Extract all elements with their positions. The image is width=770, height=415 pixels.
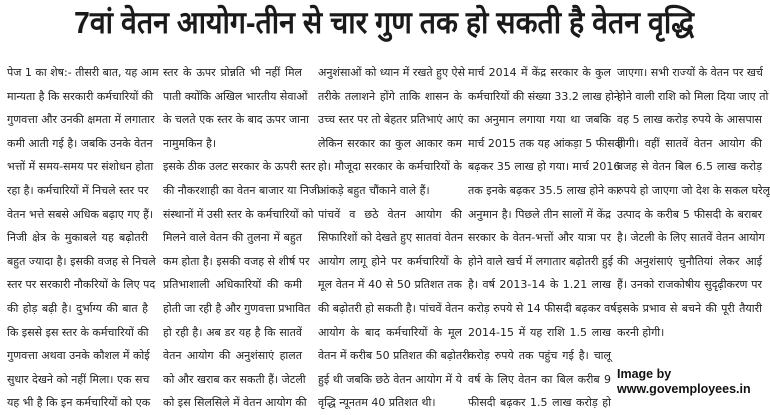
text-line: की नौकरशाही का वेतन बाजार या निजी: [163, 183, 320, 197]
text-line: करनी होगी।: [617, 325, 665, 339]
text-line: सरकार के वेतन-भत्तों और यात्रा पर: [468, 231, 611, 245]
text-line: वेतन भत्ते सबसे अधिक बढ़ाए गए हैं।: [7, 207, 154, 221]
text-line: नामुमकिन है।: [163, 136, 217, 150]
text-line: होती जा रही है और गुणवत्ता प्रभावित: [163, 301, 311, 315]
article-column: [617, 61, 770, 344]
text-line: अनुमान है। पिछले तीन सालों में केंद्र: [468, 207, 611, 221]
text-line: रहा है। कर्मचारियों में निचले स्तर पर: [7, 183, 149, 197]
article-column: [7, 61, 159, 415]
text-line: हो। मौजूदा सरकार के कर्मचारियों के: [318, 160, 462, 174]
text-line: होने वाले खर्च में लगातार बढ़ोतरी हुई: [468, 254, 614, 268]
text-line: मूल वेतन में 40 से 50 प्रतिशत तक: [318, 278, 462, 292]
paragraph: [7, 61, 159, 415]
text-line: तरीके तलाशने होंगे ताकि शासन के: [318, 89, 462, 103]
text-line: इसके ठीक उलट सरकार के ऊपरी स्तर: [163, 160, 316, 174]
article-column: [163, 61, 320, 415]
text-line: वर्ष के लिए वेतन का बिल करीब 9: [468, 372, 611, 386]
text-line: निजी क्षेत्र के मुकाबले यह बढ़ोतरी: [7, 231, 148, 245]
text-line: होगी। वहीं सातवें वेतन आयोग की: [617, 136, 762, 150]
text-line: के चलते एक स्तर के बाद ऊपर जाना: [163, 113, 309, 127]
paragraph: [318, 203, 470, 415]
text-line: वह 5 लाख करोड़ रुपये के आसपास: [617, 113, 762, 127]
image-credit: [617, 367, 751, 397]
text-line: को इस सिलसिले में वेतन आयोग की: [163, 396, 307, 410]
text-line: पांचवें व छठे वेतन आयोग की: [318, 207, 462, 221]
text-line: का अनुमान लगाया गया था जबकि: [468, 113, 611, 127]
text-line: सुधार देखने को नहीं मिला। एक सच: [7, 372, 150, 386]
text-line: आंकड़े बहुत चौंकाने वाले हैं।: [318, 183, 430, 197]
text-line: होने वाली राशि को मिला दिया जाए तो: [617, 89, 769, 103]
paragraph: [163, 61, 309, 155]
text-line: आयोग लागू होने पर कर्मचारियों के: [318, 254, 462, 268]
text-line: बहुत ज्यादा है। इसकी वजह से निचले: [7, 254, 156, 268]
text-line: पेज 1 का शेष:- तीसरी बात, यह आम: [7, 66, 159, 79]
text-line: की बढ़ोतरी हो सकती है। पांचवें वेतन: [318, 301, 464, 315]
text-line: हुई थी जबकि छठे वेतन आयोग में ये: [318, 372, 462, 386]
text-line: आयोग के बाद कर्मचारियों के मूल: [318, 325, 462, 339]
text-line: यह भी है कि इन कर्मचारियों को एक: [7, 396, 151, 410]
text-line: गुणवत्ता अथवा उनके कौशल में कोई: [7, 349, 150, 363]
paragraph: [318, 61, 466, 203]
text-line: उच्च स्तर पर तो बेहतर प्रतिभाएं आएं: [318, 113, 464, 127]
text-line: की अनुशंसाएं चुनौतियां लेकर आई: [617, 254, 762, 268]
text-line: है। जेटली के लिए सातवें वेतन आयोग: [617, 231, 765, 245]
text-line: मार्च 2014 में केंद्र सरकार के कुल: [468, 66, 611, 79]
text-line: हैं। उनको राजकोषीय सुदृढ़ीकरण पर: [617, 278, 762, 292]
text-line: को और खराब कर सकती हैं। जेटली: [163, 372, 306, 386]
text-line: तक इनके बढ़कर 35.5 लाख होने का: [468, 183, 619, 197]
headline: 7वां वेतन आयोग-तीन से चार गुण तक हो सकती है वेतन वृद्धि: [73, 5, 695, 40]
credit-label: Image by: [617, 367, 672, 381]
text-line: वेतन आयोग की अनुशंसाएं हालत: [163, 349, 302, 363]
text-line: कमी आती गई है। जबकि उनके वेतन: [7, 136, 153, 150]
text-line: पाती क्योंकि अखिल भारतीय सेवाओं: [163, 89, 308, 103]
paragraph: [468, 61, 624, 415]
text-line: मिलने वाले वेतन की तुलना में बहुत: [163, 231, 302, 245]
text-line: वेतन में करीब 50 प्रतिशत की बढ़ोतरी: [318, 349, 470, 363]
paragraph: [617, 61, 770, 344]
text-line: वृद्धि न्यूनतम 40 प्रतिशत थी।: [318, 396, 436, 410]
text-line: भत्तों में समय-समय पर संशोधन होता: [7, 160, 154, 174]
text-line: हो रही है। अब डर यह है कि सातवें: [163, 325, 302, 339]
text-line: इसके प्रभाव से बचने की पूरी तैयारी: [617, 301, 762, 315]
text-line: की होड़ बढ़ी है। दुर्भाग्य की बात है: [7, 301, 148, 315]
text-line: कम होता है। इसकी वजह से शीर्ष पर: [163, 254, 310, 268]
text-line: स्तर पर सरकारी नौकरियों के लिए पद: [7, 278, 156, 292]
text-line: सिफारिशों को देखते हुए सातवां वेतन: [318, 231, 464, 245]
article-column: [318, 61, 470, 415]
text-line: वजह से वेतन बिल 6.5 लाख करोड़: [617, 160, 762, 174]
text-line: लेकिन सरकार का कुल आकार कम: [318, 136, 462, 150]
text-line: गुणवत्ता और उनकी क्षमता में लगातार: [7, 113, 155, 127]
text-line: मार्च 2015 तक यह आंकड़ा 5 फीसदी: [468, 136, 624, 150]
text-line: संस्थानों में उसी स्तर के कर्मचारियों को: [163, 207, 314, 221]
text-line: करोड़ रुपये तक पहुंच गई है। चालू: [468, 349, 611, 363]
text-line: प्रतिभाशाली अधिकारियों की कमी: [163, 278, 302, 292]
credit-website: www.govemployees.in: [617, 382, 751, 396]
text-line: रुपये हो जाएगा जो देश के सकल घरेलू: [617, 183, 770, 197]
text-line: कि इससे इस स्तर के कर्मचारियों की: [7, 325, 149, 339]
text-line: फीसदी बढ़कर 1.5 लाख करोड़ हो: [468, 396, 611, 410]
text-line: स्तर के ऊपर प्रोन्नति भी नहीं मिल: [163, 66, 302, 79]
article-column: [468, 61, 624, 415]
text-line: मान्यता है कि सरकारी कर्मचारियों की: [7, 89, 154, 103]
text-line: बढ़कर 35 लाख हो गया। मार्च 2016: [468, 160, 621, 174]
text-line: है। वर्ष 2013-14 के 1.21 लाख: [468, 278, 611, 292]
paragraph: [163, 155, 320, 415]
text-line: करोड़ रुपये से 14 फीसदी बढ़कर वर्ष: [468, 301, 617, 315]
text-line: जाएगा। सभी राज्यों के वेतन पर खर्च: [617, 66, 763, 79]
text-line: अनुशंसाओं को ध्यान में रखते हुए ऐसे: [318, 66, 466, 79]
text-line: उत्पाद के करीब 5 फीसदी के बराबर: [617, 207, 762, 221]
text-line: 2014-15 में यह राशि 1.5 लाख: [468, 325, 611, 339]
text-line: कर्मचारियों की संख्या 33.2 लाख होने: [468, 89, 620, 103]
